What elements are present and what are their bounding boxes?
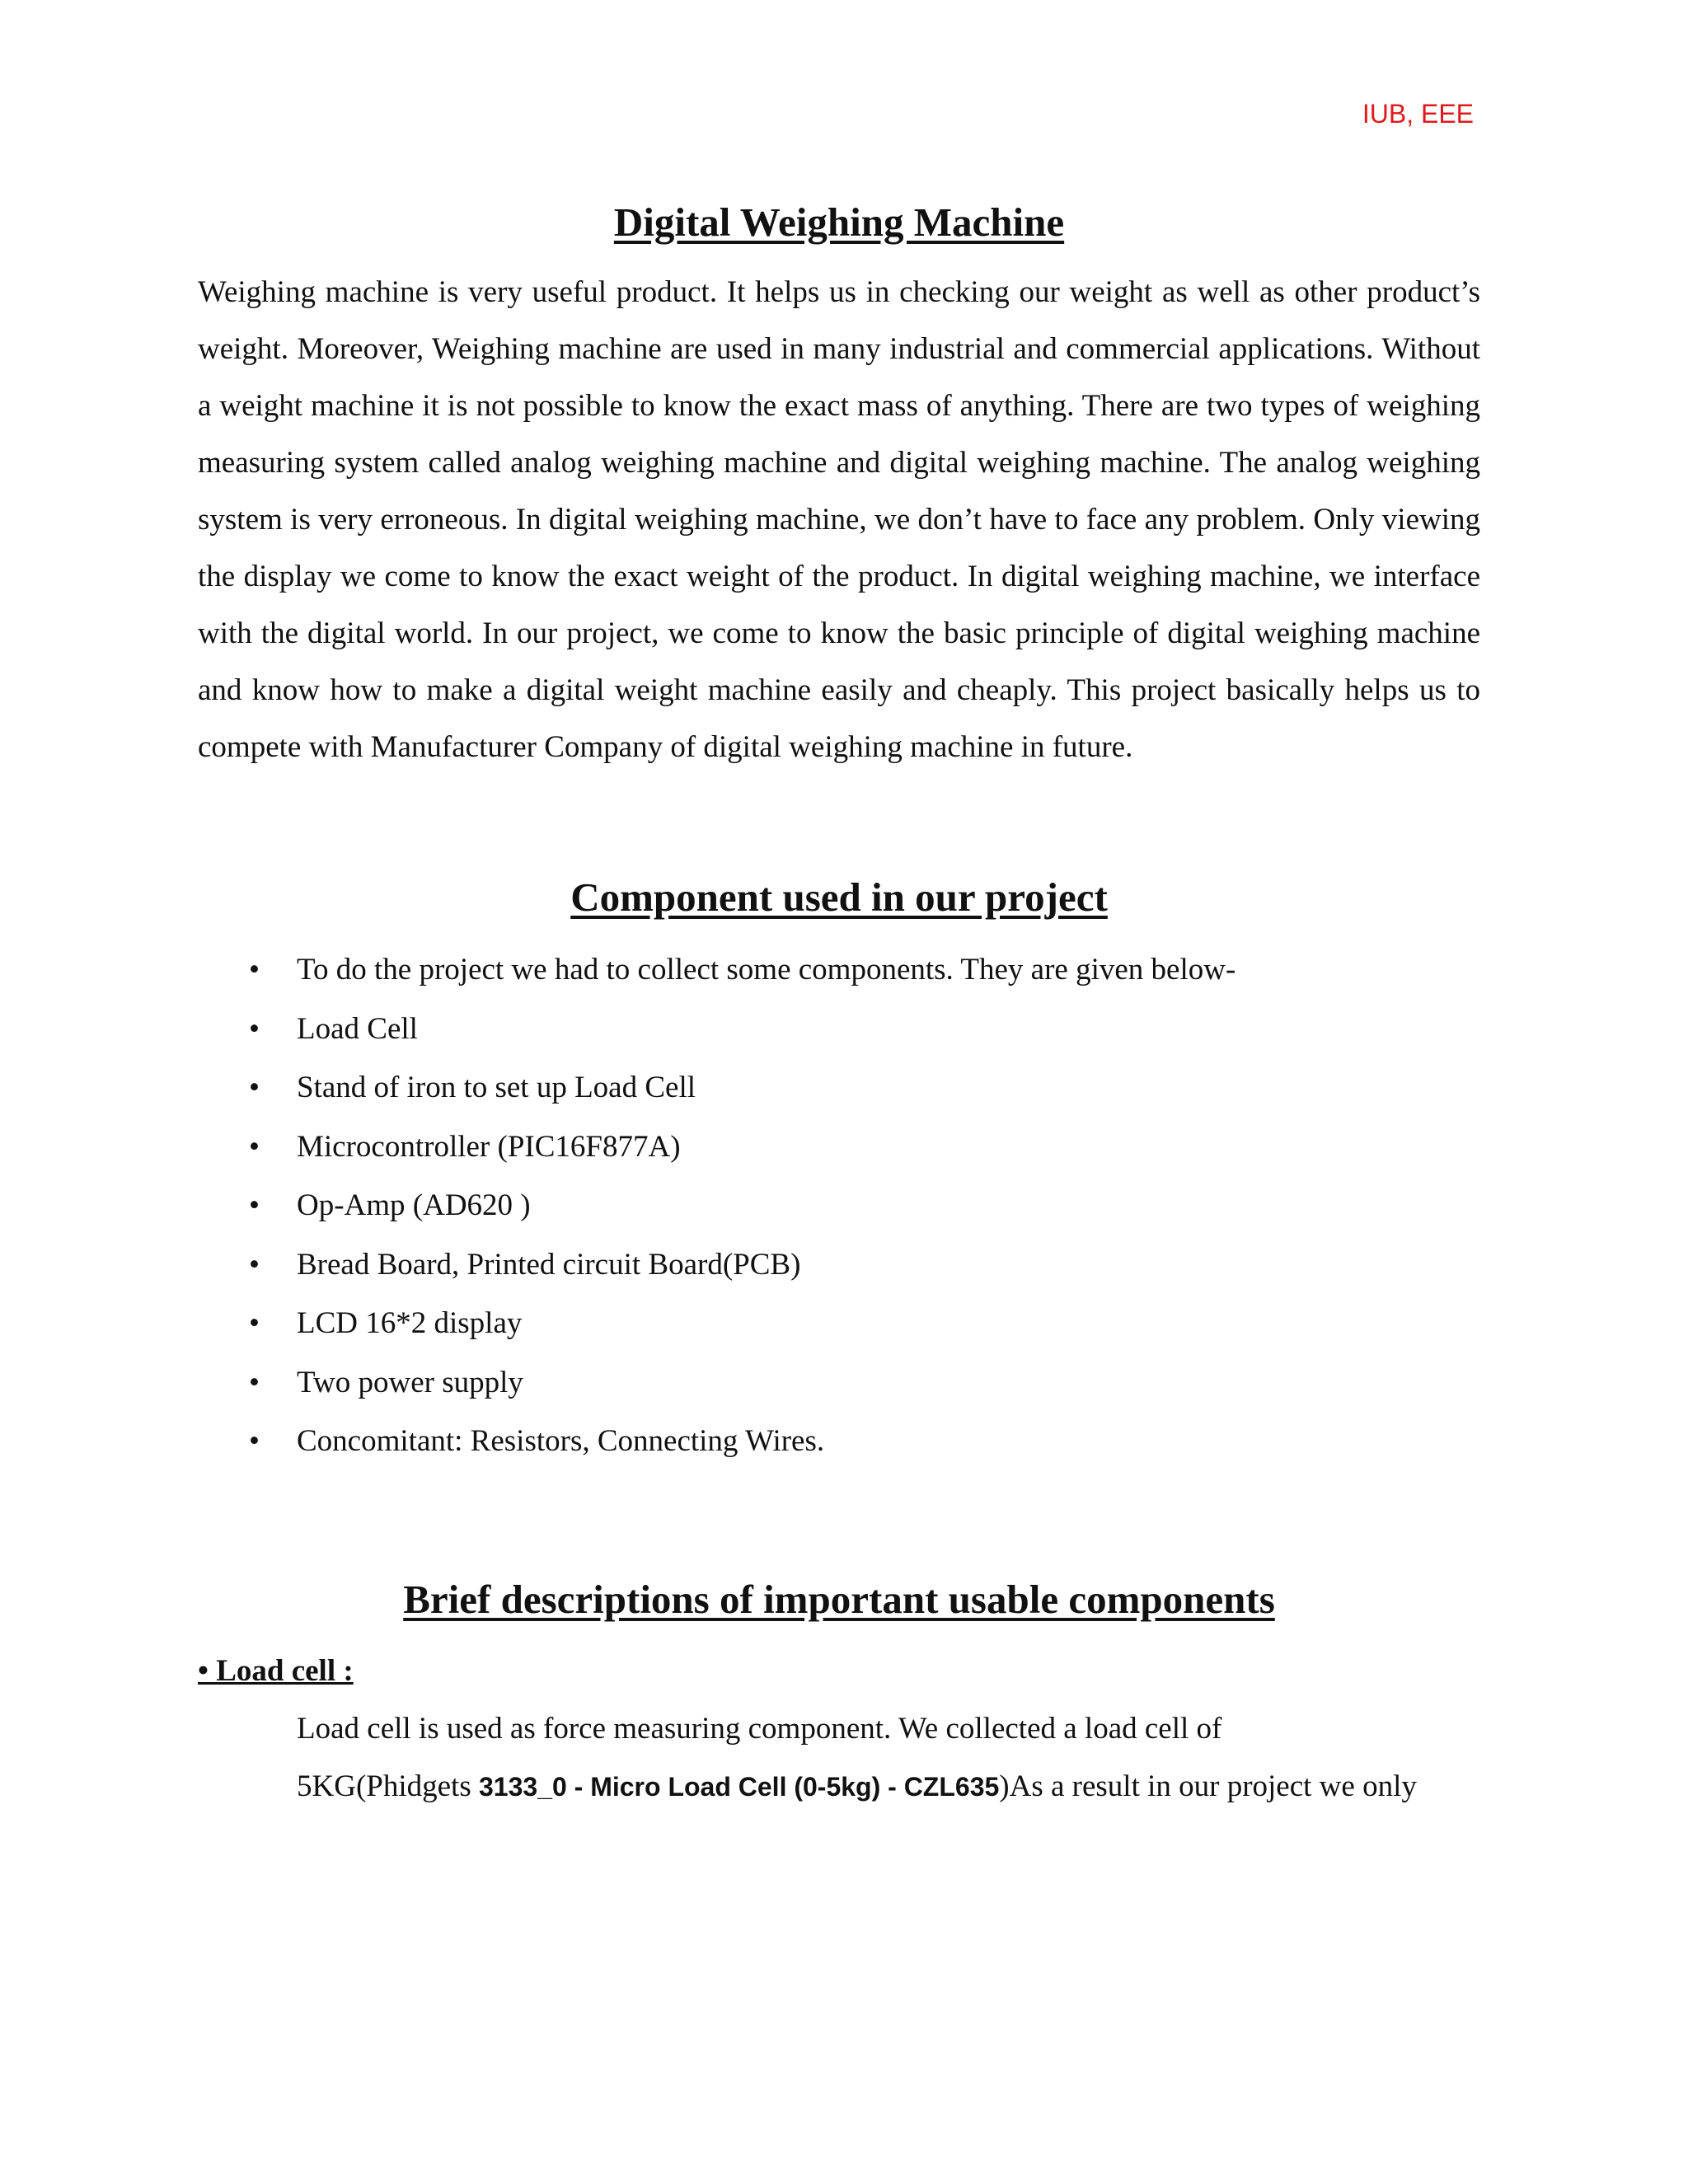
list-item-text: Two power supply — [297, 1365, 523, 1399]
list-item — [198, 940, 1480, 1000]
intro-paragraph: Weighing machine is very useful product. It helps us in checking our weight as well as other product’s weight. Moreover, Weighing machine are used in many industrial and commercial applications. Without a weight machine it is not possible to know the exact mass of anything. There are two types of weighing measuring system called analog weighing machine and digital weighing machine. The analog weighing system is very erroneous. In digital weighing machine, we don’t have to face any problem. Only viewing the display we come to know the exact weight of the product. In digital weighing machine, we interface with the digital world. In our project, we come to know the basic principle of digital weighing machine and know how to make a digital weight machine easily and cheaply. This project basically helps us to compete with Manufacturer Company of digital weighing machine in future. — [198, 275, 1480, 764]
bullet-icon: • — [249, 953, 260, 987]
list-item — [198, 1000, 1480, 1059]
bullet-icon: • — [249, 1365, 260, 1399]
components-section-title: Component used in our project — [570, 874, 1108, 920]
load-cell-description — [198, 1700, 1480, 1816]
list-item — [198, 1353, 1480, 1413]
list-item-text: Load Cell — [297, 1011, 418, 1046]
list-item — [198, 1118, 1480, 1177]
components-list — [198, 940, 1480, 1471]
list-item — [198, 1294, 1480, 1353]
list-item-text: To do the project we had to collect some components. They are given below- — [297, 953, 1236, 987]
bullet-icon: • — [249, 1306, 260, 1340]
descriptions-section-title: Brief descriptions of important usable components — [403, 1576, 1275, 1622]
list-item-text: Stand of iron to set up Load Cell — [297, 1071, 696, 1104]
load-cell-line-1: Load cell is used as force measuring component. We collected a load cell of — [297, 1711, 1222, 1746]
bullet-icon: • — [249, 1011, 260, 1046]
list-item-text: LCD 16*2 display — [297, 1306, 523, 1340]
document-title: Digital Weighing Machine — [613, 199, 1065, 245]
header-tag: IUB, EEE — [1362, 99, 1474, 129]
bullet-icon: • — [249, 1129, 260, 1164]
load-cell-heading: • Load cell : — [198, 1653, 354, 1688]
bullet-icon: • — [249, 1247, 260, 1282]
list-item — [198, 1176, 1480, 1235]
load-cell-line-2 — [297, 1758, 1480, 1816]
load-cell-line-2-prefix: 5KG(Phidgets — [297, 1769, 479, 1803]
load-cell-model-name: 3133_0 - Micro Load Cell (0-5kg) - CZL635 — [478, 1771, 1000, 1802]
list-item — [198, 1412, 1480, 1471]
bullet-icon: • — [249, 1424, 260, 1458]
bullet-icon: • — [249, 1188, 260, 1222]
document-page — [198, 190, 1480, 1816]
load-cell-line-2-suffix: )As a result in our project we only — [999, 1769, 1417, 1803]
list-item-text: Op-Amp (AD620 ) — [297, 1188, 531, 1222]
list-item-text: Microcontroller (PIC16F877A) — [297, 1129, 681, 1164]
list-item — [198, 1058, 1480, 1118]
list-item-text: Bread Board, Printed circuit Board(PCB) — [297, 1247, 801, 1282]
bullet-icon: • — [249, 1071, 260, 1104]
list-item-text: Concomitant: Resistors, Connecting Wires. — [297, 1424, 825, 1458]
list-item — [198, 1235, 1480, 1295]
